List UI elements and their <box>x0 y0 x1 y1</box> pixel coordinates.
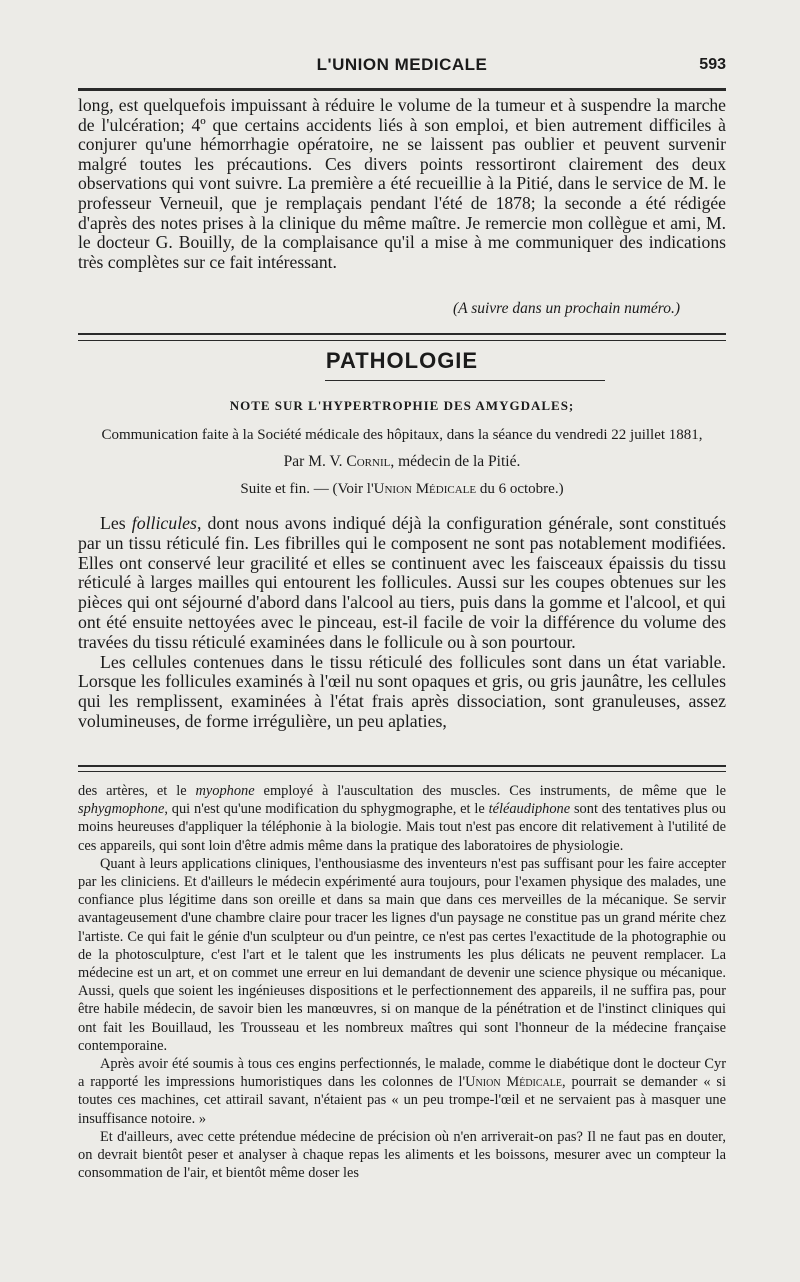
article-body <box>78 514 726 732</box>
page-number: 593 <box>699 56 726 73</box>
feuilleton-paragraph: Et d'ailleurs, avec cette prétendue médecine de précision où n'en arriverait-on pas? Il ne faut pas en douter, on devrait bientôt peser et analyser à chaque repas les aliments et les boissons, mesurer avec un compteur la consommation de l'air, et bientôt même doser les <box>78 1128 726 1182</box>
article-title: NOTE SUR L'HYPERTROPHIE DES AMYGDALES; <box>229 398 575 413</box>
section-divider <box>78 333 726 341</box>
feuilleton-paragraph: Quant à leurs applications cliniques, l'enthousiasme des inventeurs n'est pas suffisant pour les faire accepter par les cliniciens. Et d'ailleurs le médecin expérimenté aura toujours, pour l'examen physique des malades, une confiance plus légitime dans son oreille et dans sa main que dans ces merveilles de la mécanique. Se servir avantageusement d'une chambre claire pour tracer les lignes d'un paysage ne constitue pas un grand mérite chez l'artiste. Ce qui fait le génie d'un sculpteur ou d'un peintre, ce n'est pas certes l'exactitude de la photographie ou de la photosculpture, c'est l'art et le talent que les instruments les plus délicats ne peuvent remplacer. La médecine est un art, et on commet une erreur en lui demandant de devenir une science physique ou mécanique. Aussi, quels que soient les ingénieuses dispositions et le perfectionnement des appareils, il ne suffira pas, pour être habile médecin, de savoir bien les manœuvres, si on manque de la pénétration et de l'instinct cliniques qui ont fait les Bouillaud, les Trousseau et les nombreux maîtres qui sont l'honneur de la médecine française contemporaine. <box>78 855 726 1054</box>
byline-suffix: , médecin de la Pitié. <box>390 453 521 470</box>
article-paragraph <box>78 514 726 653</box>
term-teleaudiphone: téléaudiphone <box>488 801 571 818</box>
suite-prefix: Suite et fin. — (Voir l' <box>240 481 374 497</box>
article-continuation-note <box>78 481 726 498</box>
fp1-d: sont des tentatives plus ou moins heureuses d'appliquer la téléphonie à la biologie. Mais tout n'est pas encore dit relativement à l'utilité de ces appareils, qui sont loin d'être admis même dans la pratique des laboratoires de physiologie. <box>78 801 726 854</box>
feuilleton-divider <box>78 765 726 772</box>
fp3-journal: Union Médicale <box>465 1074 562 1091</box>
article-paragraph: Les cellules contenues dans le tissu réticulé des follicules sont dans un état variable. Lorsque les follicules examinés à l'œil nu sont opaques et gris, ou gris jaunâtre, les cellules qui les remplissent, examinées à l'état frais après dissociation, sont granuleuses, assez volumineuses, de forme irrégulière, un peu aplaties, <box>78 651 726 731</box>
suite-suffix: du 6 octobre.) <box>476 481 564 497</box>
feuilleton-paragraph <box>78 782 726 855</box>
running-header <box>78 55 726 81</box>
term-sphygmophone: sphygmophone <box>78 801 165 818</box>
fp1-b: employé à l'auscultation des muscles. Ces instruments, de même que le <box>254 783 726 799</box>
section-title: PATHOLOGIE <box>325 348 479 373</box>
p1-term: follicules <box>131 513 197 533</box>
fp1-a: des artères, et le <box>78 783 196 799</box>
feuilleton-text <box>78 782 726 1182</box>
to-follow-note: (A suivre dans un prochain numéro.) <box>452 300 680 317</box>
byline-prefix: Par M. V. <box>283 453 347 470</box>
p1-start: Les <box>100 513 132 533</box>
term-myophone: myophone <box>195 783 255 799</box>
feuilleton-paragraph <box>78 1055 726 1128</box>
fp3-b: , pourrait se demander « si toutes ces machines, cet attirail savant, n'étaient pas « un peu trompe-l'œil et ne servaient pas à masquer une insuffisance notoire. » <box>78 1074 727 1127</box>
fp1-c: , qui n'est qu'une modification du sphygmographe, et le <box>164 801 489 818</box>
title-underline <box>325 380 605 381</box>
suite-journal: Union Médicale <box>373 481 477 497</box>
article-byline <box>78 453 726 471</box>
intro-paragraph: long, est quelquefois impuissant à réduire le volume de la tumeur et à suspendre la marche de l'ulcération; 4º que certains accidents liés à son emploi, et bien autrement difficiles à conjurer qu'une hémorrhagie opératoire, ne se laissent pas oublier et peuvent survenir malgré toutes les précautions. Ces divers points ressortiront clairement des deux observations qui vont suivre. La première a été recueillie à la Pitié, dans le service de M. le professeur Verneuil, que je remplaçais pendant l'été de 1878; la seconde a été rédigée d'après des notes prises à la clinique du même maître. Je remercie mon collègue et ami, M. le docteur G. Bouilly, de la complaisance qu'il a mise à me communiquer des indications très complètes sur ce fait intéressant. <box>78 95 726 272</box>
fp3-a: Après avoir été soumis à tous ces engins perfectionnés, le malade, comme le diabétique dont le docteur Cyr a rapporté les impressions humoristiques dans les colonnes de l' <box>78 1056 726 1091</box>
header-rule <box>78 88 726 91</box>
journal-title: L'UNION MEDICALE <box>316 55 488 74</box>
p1-rest: , dont nous avons indiqué déjà la configuration générale, sont constitués par un tissu réticulé fin. Les fibrilles qui le composent ne sont pas notablement modifiées. Elles ont conservé leur gracilité et elles se continuent avec les faisceaux épaissis du tissu réticulé à larges mailles qui entourent les follicules. Aussi sur les coupes obtenues sur les pièces qui ont séjourné d'abord dans l'alcool au tiers, puis dans la gomme et l'alcool, et qui ont été ensuite nettoyées avec le pinceau, est-il facile de voir la différence du volume des travées du tissu réticulé examinées dans le follicule ou à son pourtour. <box>78 513 726 652</box>
article-communication: Communication faite à la Société médicale des hôpitaux, dans la séance du vendredi 22 juillet 1881, <box>101 427 703 443</box>
intro-text <box>78 96 726 272</box>
author-name: Cornil <box>346 453 391 470</box>
